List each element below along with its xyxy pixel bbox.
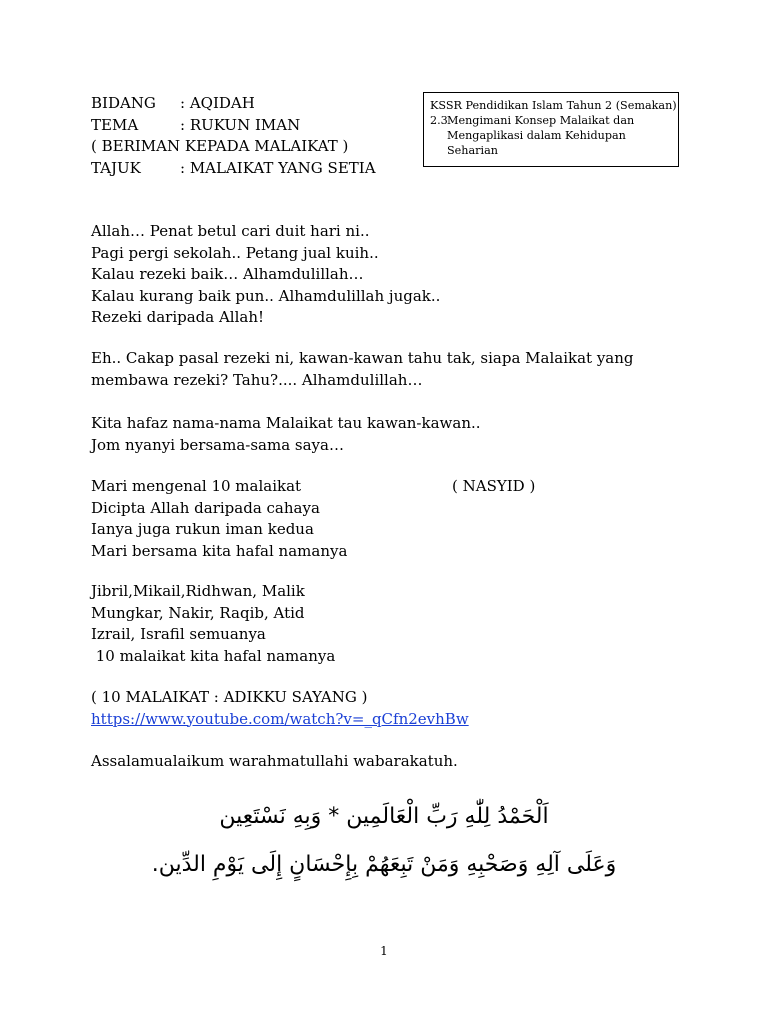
- paragraph-1: [91, 221, 691, 329]
- header-value: : RUKUN IMAN: [180, 115, 301, 134]
- song-reference: [91, 687, 691, 730]
- youtube-link[interactable]: https://www.youtube.com/watch?v=_qCfn2evhBw: [91, 709, 469, 728]
- song-verse-2: [91, 581, 691, 667]
- header-row-tema: [91, 115, 411, 137]
- text-line: membawa rezeki? Tahu?.... Alhamdulillah…: [91, 370, 423, 389]
- text-line: Eh.. Cakap pasal rezeki ni, kawan-kawan tahu tak, siapa Malaikat yang: [91, 349, 634, 367]
- header-key: TEMA: [91, 115, 139, 134]
- header-row-tajuk: [91, 158, 411, 180]
- lyric-line: Ianya juga rukun iman kedua: [91, 520, 314, 538]
- song-credit: ( 10 MALAIKAT : ADIKKU SAYANG ): [91, 688, 368, 706]
- greeting: [91, 751, 691, 773]
- kssr-standard: [430, 113, 672, 158]
- arabic-line-1: اَلْحَمْدُ لِلّٰهِ رَبِّ الْعَالَمِين * وَبِهِ نَسْتَعِين: [219, 804, 549, 829]
- text-line: Kalau kurang baik pun.. Alhamdulillah jugak..: [91, 286, 441, 305]
- header-subtheme: ( BERIMAN KEPADA MALAIKAT ): [91, 137, 349, 155]
- kssr-standard-text: Mengimani Konsep Malaikat dan Mengaplikasi dalam Kehidupan Seharian: [447, 114, 635, 157]
- lesson-header: [91, 93, 411, 179]
- header-key: BIDANG: [91, 94, 156, 112]
- text-line: Pagi pergi sekolah.. Petang jual kuih..: [91, 243, 379, 262]
- arabic-line-2: وَعَلَى آلِهِ وَصَحْبِهِ وَمَنْ تَبِعَهُمْ بِإِحْسَانٍ إِلَى يَوْمِ الدِّين.: [151, 852, 617, 877]
- paragraph-3: [91, 413, 691, 456]
- kssr-title: KSSR Pendidikan Islam Tahun 2 (Semakan): [430, 99, 677, 112]
- header-row-subtheme: [91, 136, 411, 158]
- kssr-standard-box: [423, 92, 679, 167]
- text-line: Kita hafaz nama-nama Malaikat tau kawan-kawan..: [91, 414, 481, 432]
- header-key: TAJUK: [91, 158, 141, 177]
- header-value: : AQIDAH: [180, 94, 255, 112]
- greeting-text: Assalamualaikum warahmatullahi wabarakatuh.: [91, 752, 458, 770]
- page-number: 1: [380, 944, 388, 958]
- lyric-line: Mungkar, Nakir, Raqib, Atid: [91, 603, 305, 622]
- lyric-line: Izrail, Israfil semuanya: [91, 625, 266, 643]
- text-line: Jom nyanyi bersama-sama saya…: [91, 435, 344, 454]
- lyric-line: Mari mengenal 10 malaikat: [91, 477, 302, 495]
- lyric-line: Dicipta Allah daripada cahaya: [91, 498, 320, 517]
- header-row-bidang: [91, 93, 411, 115]
- paragraph-2: [91, 348, 691, 391]
- text-line: Kalau rezeki baik… Alhamdulillah…: [91, 265, 364, 283]
- song-verse-1: [91, 476, 691, 562]
- kssr-standard-number: 2.3: [430, 114, 448, 127]
- text-line: Rezeki daripada Allah!: [91, 308, 265, 326]
- nasyid-label: ( NASYID ): [452, 477, 536, 495]
- header-value: : MALAIKAT YANG SETIA: [180, 158, 376, 177]
- text-line: Allah… Penat betul cari duit hari ni..: [91, 222, 370, 240]
- lyric-line: Mari bersama kita hafal namanya: [91, 541, 348, 560]
- lyric-line: 10 malaikat kita hafal namanya: [91, 646, 336, 665]
- lyric-line: Jibril,Mikail,Ridhwan, Malik: [91, 582, 305, 600]
